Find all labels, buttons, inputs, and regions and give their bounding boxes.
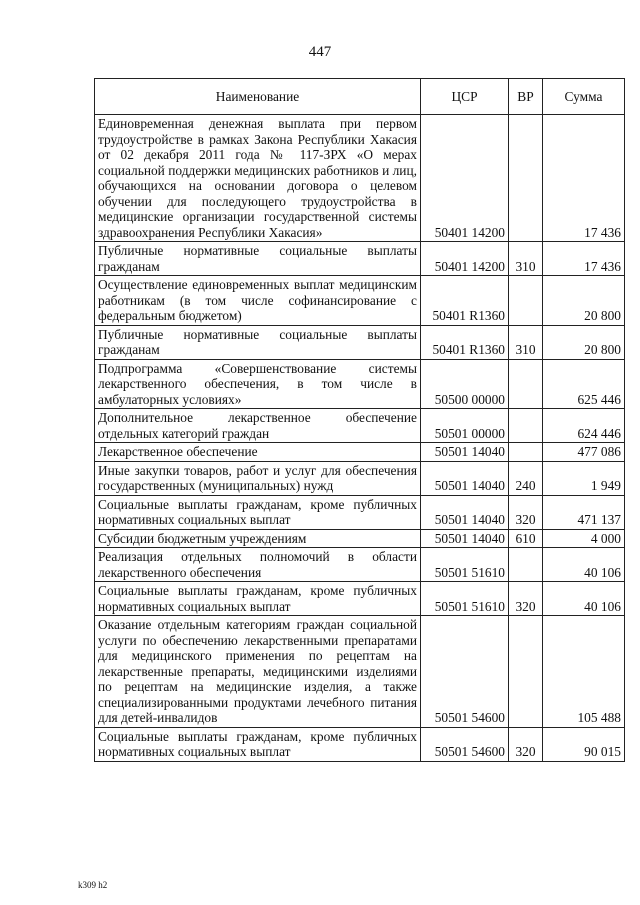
cell-name: Лекарственное обеспечение [95, 443, 421, 462]
cell-sum: 17 436 [543, 242, 625, 276]
cell-sum: 17 436 [543, 115, 625, 242]
header-vr: ВР [509, 79, 543, 115]
cell-sum: 20 800 [543, 276, 625, 326]
cell-name: Социальные выплаты гражданам, кроме публичных нормативных социальных выплат [95, 582, 421, 616]
cell-csr: 50501 14040 [421, 461, 509, 495]
cell-sum: 40 106 [543, 548, 625, 582]
cell-csr: 50501 54600 [421, 616, 509, 728]
cell-name: Иные закупки товаров, работ и услуг для обеспечения государственных (муниципальных) нужд [95, 461, 421, 495]
cell-sum: 625 446 [543, 359, 625, 409]
cell-name: Социальные выплаты гражданам, кроме публичных нормативных социальных выплат [95, 495, 421, 529]
cell-vr: 310 [509, 242, 543, 276]
cell-vr [509, 443, 543, 462]
cell-name: Оказание отдельным категориям граждан социальной услуги по обеспечению лекарственными препаратами для медицинского применения по рецептам на лекарственные препараты, медицинскими изделиями по рецептам на медицинские изделия, а также специализированными продуктами лечебного питания для детей-инвалидов [95, 616, 421, 728]
cell-csr: 50501 14040 [421, 443, 509, 462]
cell-sum: 105 488 [543, 616, 625, 728]
cell-csr: 50401 14200 [421, 115, 509, 242]
table-row [95, 529, 625, 548]
cell-name: Дополнительное лекарственное обеспечение отдельных категорий граждан [95, 409, 421, 443]
table-row [95, 115, 625, 242]
cell-csr: 50501 00000 [421, 409, 509, 443]
cell-csr: 50501 14040 [421, 495, 509, 529]
cell-csr: 50401 R1360 [421, 276, 509, 326]
table-row [95, 443, 625, 462]
table-header-row [95, 79, 625, 115]
cell-sum: 471 137 [543, 495, 625, 529]
table-row [95, 461, 625, 495]
cell-name: Осуществление единовременных выплат медицинским работникам (в том числе софинансирование с федеральным бюджетом) [95, 276, 421, 326]
cell-vr [509, 276, 543, 326]
cell-sum: 90 015 [543, 727, 625, 761]
table-row [95, 409, 625, 443]
cell-csr: 50500 00000 [421, 359, 509, 409]
cell-name: Публичные нормативные социальные выплаты гражданам [95, 242, 421, 276]
cell-vr [509, 616, 543, 728]
table-row [95, 242, 625, 276]
cell-sum: 4 000 [543, 529, 625, 548]
cell-vr: 320 [509, 582, 543, 616]
header-sum: Сумма [543, 79, 625, 115]
header-csr: ЦСР [421, 79, 509, 115]
cell-vr [509, 359, 543, 409]
table-row [95, 727, 625, 761]
cell-name: Социальные выплаты гражданам, кроме публичных нормативных социальных выплат [95, 727, 421, 761]
cell-vr: 240 [509, 461, 543, 495]
budget-table [94, 78, 625, 762]
cell-csr: 50401 R1360 [421, 325, 509, 359]
cell-name: Публичные нормативные социальные выплаты гражданам [95, 325, 421, 359]
cell-sum: 624 446 [543, 409, 625, 443]
cell-vr [509, 115, 543, 242]
cell-vr [509, 409, 543, 443]
page-number: 447 [308, 44, 332, 60]
cell-csr: 50401 14200 [421, 242, 509, 276]
cell-vr: 310 [509, 325, 543, 359]
cell-sum: 40 106 [543, 582, 625, 616]
header-name: Наименование [95, 79, 421, 115]
cell-name: Реализация отдельных полномочий в области лекарственного обеспечения [95, 548, 421, 582]
cell-sum: 20 800 [543, 325, 625, 359]
cell-name: Субсидии бюджетным учреждениям [95, 529, 421, 548]
cell-name: Подпрограмма «Совершенствование системы лекарственного обеспечения, в том числе в амбулаторных условиях» [95, 359, 421, 409]
table-row [95, 582, 625, 616]
cell-csr: 50501 54600 [421, 727, 509, 761]
table-row [95, 359, 625, 409]
cell-sum: 1 949 [543, 461, 625, 495]
cell-csr: 50501 14040 [421, 529, 509, 548]
table-row [95, 325, 625, 359]
table-row [95, 495, 625, 529]
cell-sum: 477 086 [543, 443, 625, 462]
table-row [95, 276, 625, 326]
cell-vr: 610 [509, 529, 543, 548]
table-row [95, 616, 625, 728]
cell-name: Единовременная денежная выплата при первом трудоустройстве в рамках Закона Республики Хакасия от 02 декабря 2011 года № 117-ЗРХ «О мерах социальной поддержки медицинских работников и лиц, обучающихся на основании договора о целевом обучении для последующего трудоустройства в медицинские организации государственной системы здравоохранения Республики Хакасия» [95, 115, 421, 242]
footer-code: k309 h2 [78, 880, 108, 890]
cell-vr: 320 [509, 495, 543, 529]
cell-csr: 50501 51610 [421, 548, 509, 582]
cell-vr [509, 548, 543, 582]
cell-vr: 320 [509, 727, 543, 761]
cell-csr: 50501 51610 [421, 582, 509, 616]
table-row [95, 548, 625, 582]
